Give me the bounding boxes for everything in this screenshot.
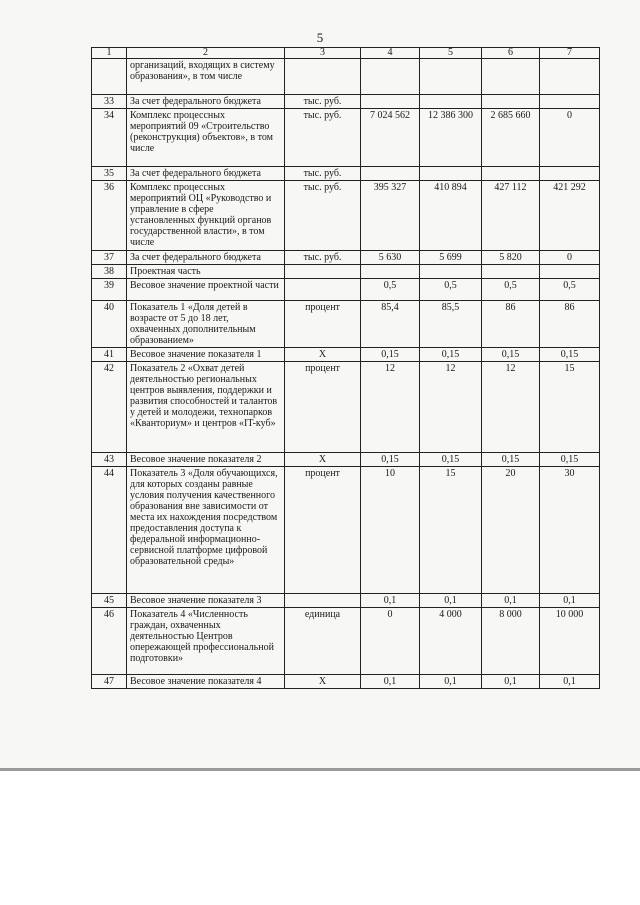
- value-cell: [361, 95, 420, 109]
- value-cell: 85,4: [361, 301, 420, 348]
- indicator-name-cell: Весовое значение показателя 3: [127, 594, 285, 608]
- unit-cell: единица: [285, 608, 361, 675]
- value-cell: 0: [361, 608, 420, 675]
- value-cell: [361, 167, 420, 181]
- header-cell: 6: [482, 48, 540, 59]
- value-cell: [482, 167, 540, 181]
- value-cell: 0,15: [361, 453, 420, 467]
- row-number-cell: 33: [92, 95, 127, 109]
- page-number: 5: [316, 30, 324, 45]
- row-number-cell: 38: [92, 265, 127, 279]
- value-cell: [540, 167, 600, 181]
- row-number-cell: 35: [92, 167, 127, 181]
- unit-cell: тыс. руб.: [285, 167, 361, 181]
- value-cell: [482, 265, 540, 279]
- value-cell: 0: [540, 251, 600, 265]
- value-cell: 8 000: [482, 608, 540, 675]
- value-cell: [420, 95, 482, 109]
- value-cell: 0,15: [540, 453, 600, 467]
- value-cell: 0,1: [361, 594, 420, 608]
- indicator-name-cell: организаций, входящих в систему образования», в том числе: [127, 59, 285, 95]
- value-cell: 0,1: [361, 675, 420, 689]
- value-cell: 0,15: [420, 453, 482, 467]
- table-row: [92, 181, 600, 251]
- value-cell: 421 292: [540, 181, 600, 251]
- header-cell: 2: [127, 48, 285, 59]
- value-cell: [540, 95, 600, 109]
- indicator-name-cell: Комплекс процессных мероприятий ОЦ «Руководство и управление в сфере установленных функций органов государственной власти», в том числе: [127, 181, 285, 251]
- indicator-name-cell: Комплекс процессных мероприятий 09 «Строительство (реконструкция) объектов», в том числе: [127, 109, 285, 167]
- table-row: [92, 608, 600, 675]
- unit-cell: процент: [285, 301, 361, 348]
- value-cell: [540, 265, 600, 279]
- unit-cell: [285, 59, 361, 95]
- table-row: [92, 279, 600, 301]
- table-row: [92, 59, 600, 95]
- header-cell: 5: [420, 48, 482, 59]
- table-row: [92, 251, 600, 265]
- value-cell: 0,15: [482, 348, 540, 362]
- value-cell: 86: [540, 301, 600, 348]
- value-cell: 12: [361, 362, 420, 453]
- row-number-cell: 40: [92, 301, 127, 348]
- value-cell: 86: [482, 301, 540, 348]
- unit-cell: [285, 265, 361, 279]
- row-number-cell: 39: [92, 279, 127, 301]
- value-cell: 5 699: [420, 251, 482, 265]
- unit-cell: тыс. руб.: [285, 109, 361, 167]
- row-number-cell: 42: [92, 362, 127, 453]
- table-row: [92, 95, 600, 109]
- value-cell: 15: [540, 362, 600, 453]
- value-cell: [540, 59, 600, 95]
- value-cell: [420, 265, 482, 279]
- value-cell: 0,15: [540, 348, 600, 362]
- value-cell: 0,15: [420, 348, 482, 362]
- table-row: [92, 301, 600, 348]
- table-row: [92, 265, 600, 279]
- value-cell: [482, 95, 540, 109]
- indicator-name-cell: За счет федерального бюджета: [127, 251, 285, 265]
- value-cell: 0,1: [420, 675, 482, 689]
- value-cell: [361, 59, 420, 95]
- indicator-name-cell: Показатель 1 «Доля детей в возрасте от 5 до 18 лет, охваченных дополнительным образованием»: [127, 301, 285, 348]
- indicator-name-cell: Показатель 4 «Численность граждан, охваченных деятельностью Центров опережающей профессиональной подготовки»: [127, 608, 285, 675]
- row-number-cell: 34: [92, 109, 127, 167]
- value-cell: 0: [540, 109, 600, 167]
- row-number-cell: [92, 59, 127, 95]
- value-cell: 0,15: [482, 453, 540, 467]
- value-cell: 4 000: [420, 608, 482, 675]
- table-row: [92, 594, 600, 608]
- header-cell: 1: [92, 48, 127, 59]
- value-cell: 0,5: [482, 279, 540, 301]
- indicators-table: [91, 47, 600, 689]
- value-cell: 10: [361, 467, 420, 594]
- unit-cell: тыс. руб.: [285, 181, 361, 251]
- indicator-name-cell: За счет федерального бюджета: [127, 167, 285, 181]
- indicator-name-cell: Показатель 2 «Охват детей деятельностью региональных центров выявления, поддержки и развития способностей и талантов у детей и молодежи, технопарков «Кванториум» и центров «IT-куб»: [127, 362, 285, 453]
- value-cell: [420, 59, 482, 95]
- value-cell: 0,5: [420, 279, 482, 301]
- value-cell: 5 820: [482, 251, 540, 265]
- value-cell: 0,5: [361, 279, 420, 301]
- value-cell: [482, 59, 540, 95]
- unit-cell: процент: [285, 467, 361, 594]
- value-cell: 410 894: [420, 181, 482, 251]
- table-row: [92, 467, 600, 594]
- unit-cell: тыс. руб.: [285, 95, 361, 109]
- value-cell: 7 024 562: [361, 109, 420, 167]
- unit-cell: X: [285, 348, 361, 362]
- value-cell: 0,5: [540, 279, 600, 301]
- row-number-cell: 46: [92, 608, 127, 675]
- unit-cell: тыс. руб.: [285, 251, 361, 265]
- value-cell: 12 386 300: [420, 109, 482, 167]
- unit-cell: X: [285, 675, 361, 689]
- row-number-cell: 45: [92, 594, 127, 608]
- value-cell: 15: [420, 467, 482, 594]
- row-number-cell: 41: [92, 348, 127, 362]
- unit-cell: процент: [285, 362, 361, 453]
- value-cell: 12: [420, 362, 482, 453]
- header-cell: 4: [361, 48, 420, 59]
- unit-cell: [285, 279, 361, 301]
- row-number-cell: 36: [92, 181, 127, 251]
- table-body: [92, 48, 600, 689]
- indicator-name-cell: Показатель 3 «Доля обучающихся, для которых созданы равные условия получения качественного образования вне зависимости от места их нахождения посредством предоставления доступа к федеральной информационно-сервисной платформе цифровой образовательной среды»: [127, 467, 285, 594]
- value-cell: 0,1: [420, 594, 482, 608]
- value-cell: 10 000: [540, 608, 600, 675]
- value-cell: 30: [540, 467, 600, 594]
- row-number-cell: 47: [92, 675, 127, 689]
- value-cell: [361, 265, 420, 279]
- value-cell: 395 327: [361, 181, 420, 251]
- indicator-name-cell: Весовое значение проектной части: [127, 279, 285, 301]
- row-number-cell: 43: [92, 453, 127, 467]
- table-row: [92, 109, 600, 167]
- value-cell: 5 630: [361, 251, 420, 265]
- value-cell: 427 112: [482, 181, 540, 251]
- indicator-name-cell: Весовое значение показателя 1: [127, 348, 285, 362]
- header-cell: 3: [285, 48, 361, 59]
- indicator-name-cell: Проектная часть: [127, 265, 285, 279]
- header-cell: 7: [540, 48, 600, 59]
- value-cell: 2 685 660: [482, 109, 540, 167]
- value-cell: 20: [482, 467, 540, 594]
- value-cell: 85,5: [420, 301, 482, 348]
- indicator-name-cell: За счет федерального бюджета: [127, 95, 285, 109]
- table-row: [92, 362, 600, 453]
- row-number-cell: 44: [92, 467, 127, 594]
- table-row: [92, 675, 600, 689]
- unit-cell: [285, 594, 361, 608]
- row-number-cell: 37: [92, 251, 127, 265]
- table-row: [92, 453, 600, 467]
- value-cell: 0,1: [482, 675, 540, 689]
- table-header-row: [92, 48, 600, 59]
- page-edge: [0, 768, 640, 771]
- indicator-name-cell: Весовое значение показателя 4: [127, 675, 285, 689]
- value-cell: 0,1: [540, 594, 600, 608]
- indicator-name-cell: Весовое значение показателя 2: [127, 453, 285, 467]
- value-cell: 12: [482, 362, 540, 453]
- value-cell: 0,1: [482, 594, 540, 608]
- value-cell: 0,15: [361, 348, 420, 362]
- value-cell: [420, 167, 482, 181]
- table-row: [92, 348, 600, 362]
- table-row: [92, 167, 600, 181]
- unit-cell: X: [285, 453, 361, 467]
- value-cell: 0,1: [540, 675, 600, 689]
